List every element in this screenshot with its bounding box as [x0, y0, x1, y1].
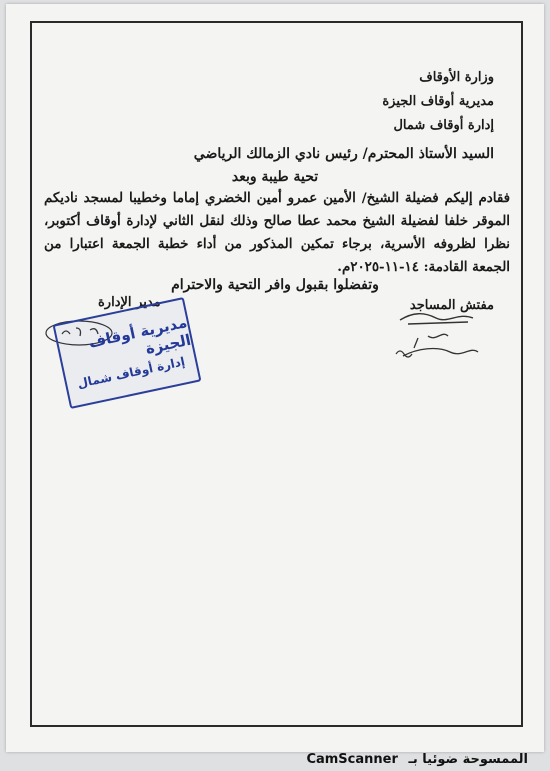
addressee-line: السيد الأستاذ المحترم/ رئيس نادي الزمالك الرياضي: [193, 146, 494, 162]
inspector-signature: [378, 308, 488, 363]
scanner-watermark: [306, 752, 528, 767]
greeting-line: تحية طيبة وبعد: [231, 169, 319, 185]
scanner-caption: الممسوحة ضوئيا بـ: [408, 752, 528, 767]
inspector-title: مفتش المساجد: [409, 298, 494, 313]
ministry-name: وزارة الأوقاف: [419, 70, 494, 85]
letter-body: فقادم إليكم فضيلة الشيخ/ الأمين عمرو أمين الخضري إماما وخطيبا لمسجد ناديكم الموقر خلفا لفضيلة الشيخ محمد عطا صالح وذلك لنقل الثاني لإدارة أوقاف أكتوبر، نظرا لظروفه الأسرية، برجاء تمكين المذكور من أداء خطبة الجمعة اعتبارا من الجمعة القادمة: ١٤-١١-٢٠٢٥م.: [44, 190, 510, 275]
directorate-name: مديرية أوقاف الجيزة: [382, 94, 494, 109]
director-title: مدير الإدارة: [98, 295, 161, 310]
closing-line: وتفضلوا بقبول وافر التحية والاحترام: [171, 277, 379, 293]
administration-name: إدارة أوقاف شمال: [393, 118, 494, 133]
scanner-app-name: CamScanner: [306, 752, 398, 767]
stamp-line-1: مديرية أوقاف الجيزة: [86, 313, 193, 358]
stamp-line-2: إدارة أوقاف شمال: [76, 354, 187, 391]
